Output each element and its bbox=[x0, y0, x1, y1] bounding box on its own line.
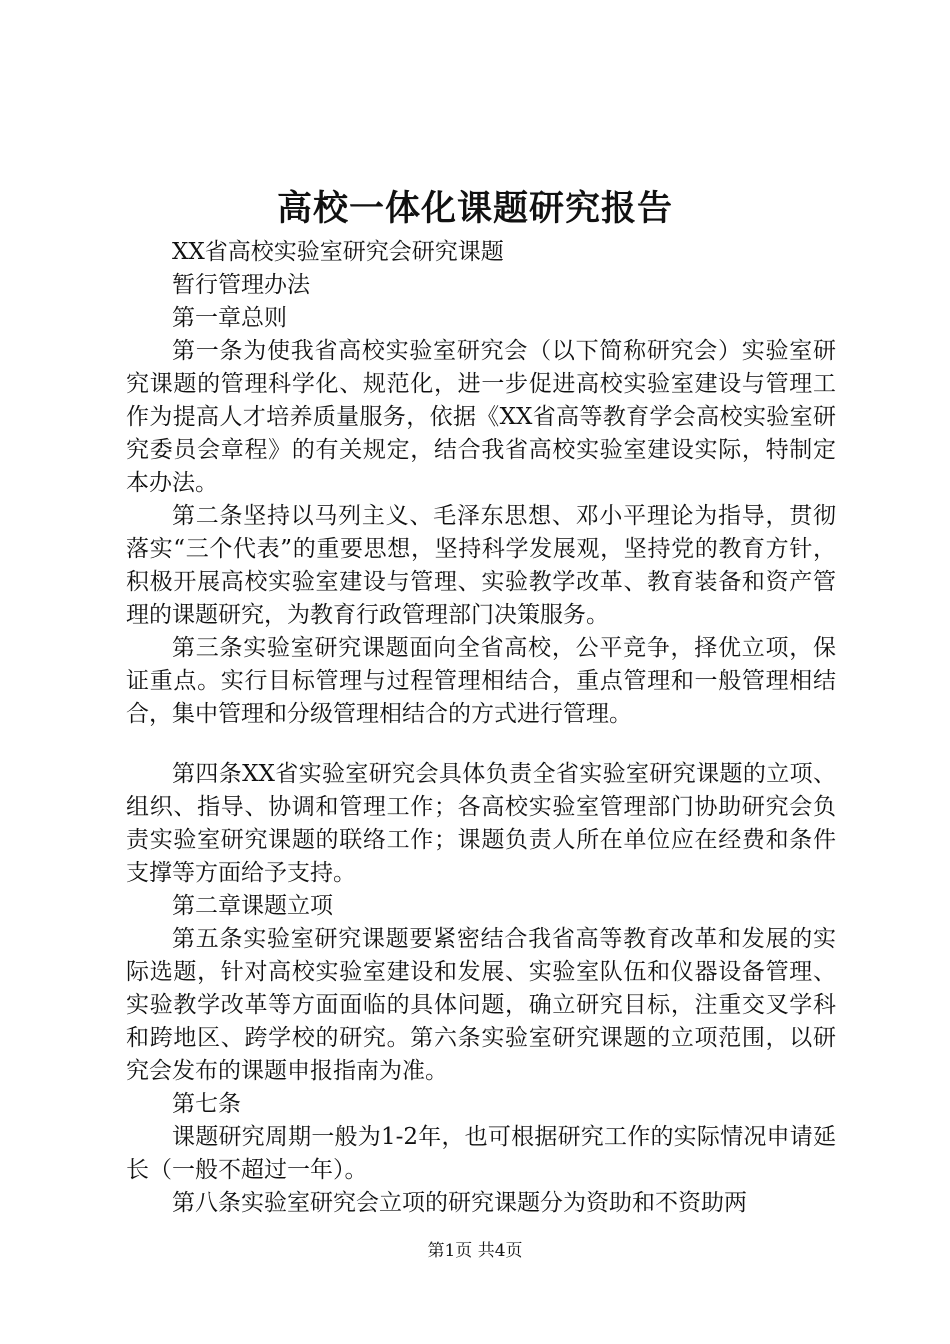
chapter-heading-2: 第二章课题立项 bbox=[172, 893, 333, 919]
article-7-heading: 第七条 bbox=[172, 1091, 241, 1117]
paragraph-subtitle-1: XX省高校实验室研究会研究课题 bbox=[172, 239, 504, 265]
document-body bbox=[126, 236, 836, 1220]
page-number-footer: 第1页 共4页 bbox=[427, 1241, 523, 1261]
article-5-6: 第五条实验室研究课题要紧密结合我省高等教育改革和发展的实际选题，针对高校实验室建设和发展、实验室队伍和仪器设备管理、实验教学改革等方面面临的具体问题，确立研究目标，注重交叉学科和跨地区、跨学校的研究。第六条实验室研究课题的立项范围，以研究会发布的课题申报指南为准。 bbox=[126, 926, 836, 1084]
article-7-text: 课题研究周期一般为1-2年，也可根据研究工作的实际情况申请延长（一般不超过一年）。 bbox=[126, 1124, 836, 1183]
article-2: 第二条坚持以马列主义、毛泽东思想、邓小平理论为指导，贯彻落实“三个代表”的重要思想，坚持科学发展观，坚持党的教育方针，积极开展高校实验室建设与管理、实验教学改革、教育装备和资产管理的课题研究，为教育行政管理部门决策服务。 bbox=[126, 503, 836, 628]
chapter-heading-1: 第一章总则 bbox=[172, 305, 287, 331]
article-8: 第八条实验室研究会立项的研究课题分为资助和不资助两 bbox=[172, 1190, 747, 1216]
paragraph-subtitle-2: 暂行管理办法 bbox=[172, 272, 310, 298]
article-3: 第三条实验室研究课题面向全省高校，公平竞争，择优立项，保证重点。实行目标管理与过程管理相结合，重点管理和一般管理相结合，集中管理和分级管理相结合的方式进行管理。 bbox=[126, 635, 836, 727]
article-4: 第四条XX省实验室研究会具体负责全省实验室研究课题的立项、组织、指导、协调和管理工作；各高校实验室管理部门协助研究会负责实验室研究课题的联络工作；课题负责人所在单位应在经费和条件支撑等方面给予支持。 bbox=[126, 761, 836, 886]
document-title: 高校一体化课题研究报告 bbox=[276, 188, 673, 229]
article-1: 第一条为使我省高校实验室研究会（以下简称研究会）实验室研究课题的管理科学化、规范化，进一步促进高校实验室建设与管理工作为提高人才培养质量服务，依据《XX省高等教育学会高校实验室研究委员会章程》的有关规定，结合我省高校实验室建设实际，特制定本办法。 bbox=[126, 338, 836, 496]
